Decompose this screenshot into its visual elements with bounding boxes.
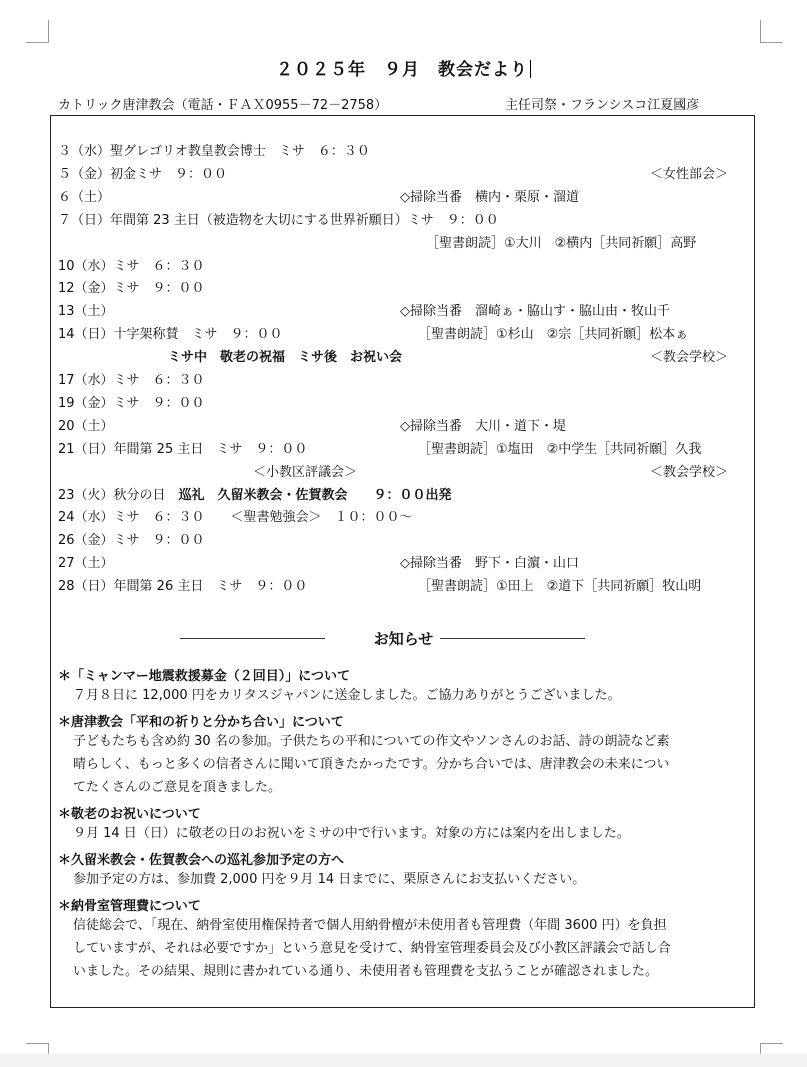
- schedule-entry: 12（金）ミサ ９：００: [58, 281, 205, 297]
- schedule-row: [58, 140, 748, 162]
- cleaning-duty: ◇掃除当番 野下・白濵・山口: [400, 556, 579, 572]
- notices-heading: お知らせ: [373, 630, 434, 648]
- priest-name: 主任司祭・フランシスコ江夏國彦: [505, 98, 700, 113]
- schedule-row: [58, 438, 748, 460]
- schedule-row: [58, 415, 748, 437]
- schedule-row: [58, 392, 748, 414]
- schedule-row: [58, 484, 748, 506]
- notice-title: ＊久留米教会・佐賀教会への巡礼参加予定の方へ: [58, 853, 345, 868]
- notice-body-line: 参加予定の方は、参加費 2,000 円を９月 14 日までに、栗原さんにお支払いください。: [73, 872, 586, 887]
- notice-body-line: いました。その結果、規則に書かれている通り、未使用者も管理費を支払うことが確認されました。: [73, 964, 659, 979]
- notice-body-line: 晴らしく、もっと多くの信者さんに聞いて頂きたかったです。分かち合いでは、唐津教会の未来につい: [73, 757, 670, 772]
- group-note: ＜教会学校＞: [649, 464, 728, 480]
- schedule-row: [58, 529, 748, 551]
- parish-council-note: ＜小教区評議会＞: [253, 464, 358, 480]
- notice-body-line: 子どもたちも含め約 30 名の参加。子供たちの平和についての作文やソンさんのお話、詩の朗読など素: [73, 734, 670, 749]
- schedule-entry: 14（日）十字架称賛 ミサ ９：００: [58, 327, 283, 343]
- group-note: ＜教会学校＞: [649, 350, 728, 366]
- event-highlight: ミサ中 敬老の祝福 ミサ後 お祝い会: [168, 350, 403, 366]
- reading-assignment: ［聖書朗読］①塩田 ②中学生［共同祈願］久我: [418, 441, 702, 457]
- reading-assignment: ［聖書朗読］①杉山 ②宗［共同祈願］松本ぁ: [418, 327, 689, 343]
- schedule-entry: 27（土）: [58, 556, 114, 572]
- heading-rule-right: [440, 638, 585, 639]
- schedule-row: [58, 209, 748, 231]
- schedule-row: [58, 369, 748, 391]
- schedule-row: [58, 255, 748, 277]
- notice-title: ＊納骨室管理費について: [58, 899, 201, 914]
- reading-assignment: ［聖書朗読］①田上 ②道下［共同祈願］牧山明: [418, 579, 702, 595]
- schedule-row: [58, 552, 748, 574]
- schedule-row: [58, 575, 748, 597]
- schedule-row: [58, 186, 748, 208]
- schedule-entry: 26（金）ミサ ９：００: [58, 533, 205, 549]
- schedule-entry: 17（水）ミサ ６：３０: [58, 373, 205, 388]
- document-title[interactable]: ２０２５年 ９月 教会だより: [0, 55, 807, 80]
- notice-body-line: していますが、それは必要ですか」という意見を受けて、納骨室管理委員会及び小教区評議会で話し合: [73, 941, 671, 956]
- schedule-entry: ５（金）初金ミサ ９：００: [58, 166, 228, 182]
- notice-title: ＊「ミャンマー地震救援募金（２回目）」について: [58, 669, 350, 684]
- schedule-row: [58, 461, 748, 483]
- schedule-row: [58, 277, 748, 299]
- notice-title: ＊敬老のお祝いについて: [58, 807, 201, 822]
- schedule-row: [58, 300, 748, 322]
- text-cursor: [530, 60, 531, 78]
- schedule-row: [58, 163, 748, 185]
- page-bottom-gutter: [0, 1054, 807, 1067]
- schedule-entry: 20（土）: [58, 418, 114, 434]
- notice-body-line: 信徒総会で、「現在、納骨室使用権保持者で個人用納骨檀が未使用者も管理費（年間 3600 円）を負担: [73, 918, 667, 933]
- cleaning-duty: ◇掃除当番 大川・道下・堤: [400, 418, 566, 434]
- group-note: ＜女性部会＞: [649, 166, 728, 182]
- schedule-row: [58, 346, 748, 368]
- cleaning-duty: ◇掃除当番 横内・栗原・溜道: [400, 189, 579, 205]
- cleaning-duty: ◇掃除当番 溜崎ぁ・脇山す・脇山由・牧山千: [400, 304, 670, 320]
- schedule-entry: 28（日）年間第 26 主日 ミサ ９：００: [58, 579, 308, 595]
- notice-body-line: ９月 14 日（日）に敬老の日のお祝いをミサの中で行います。対象の方には案内を出しました。: [73, 826, 630, 841]
- schedule-row: [58, 232, 748, 254]
- reading-assignment: ［聖書朗読］①大川 ②横内［共同祈願］高野: [426, 235, 697, 251]
- schedule-row: [58, 323, 748, 345]
- schedule-entry: 10（水）ミサ ６：３０: [58, 258, 205, 274]
- notice-body-line: てたくさんのご意見を頂きました。: [73, 780, 282, 795]
- pilgrimage-text: 巡礼 久留米教会・佐賀教会 ９：００出発: [178, 487, 452, 503]
- schedule-entry: ６（土）: [58, 189, 111, 205]
- notice-title: ＊唐津教会「平和の祈りと分かち合い」について: [58, 715, 344, 730]
- schedule-entry: ７（日）年間第 23 主日（被造物を大切にする世界祈願日）ミサ ９：００: [58, 212, 499, 228]
- schedule-entry: 19（金）ミサ ９：００: [58, 395, 205, 411]
- notice-body-line: ７月８日に 12,000 円をカリタスジャパンに送金しました。ご協力ありがとうございました。: [73, 688, 621, 703]
- schedule-entry: 24（水）ミサ ６：３０ ＜聖書勉強会＞ １０：００～: [58, 510, 413, 526]
- schedule-entry: 13（土）: [58, 304, 114, 320]
- schedule-row: [58, 506, 748, 528]
- page-corner-mark: [760, 20, 783, 43]
- schedule-entry: 23（火）秋分の日 巡礼 久留米教会・佐賀教会 ９：００出発: [58, 487, 452, 503]
- schedule-entry: ３（水）聖グレゴリオ教皇教会博士 ミサ ６：３０: [58, 144, 370, 159]
- church-contact: カトリック唐津教会（電話・ＦＡＸ0955－72－2758）: [58, 98, 388, 113]
- page-corner-mark: [26, 20, 49, 43]
- schedule-entry: 21（日）年間第 25 主日 ミサ ９：００: [58, 441, 308, 457]
